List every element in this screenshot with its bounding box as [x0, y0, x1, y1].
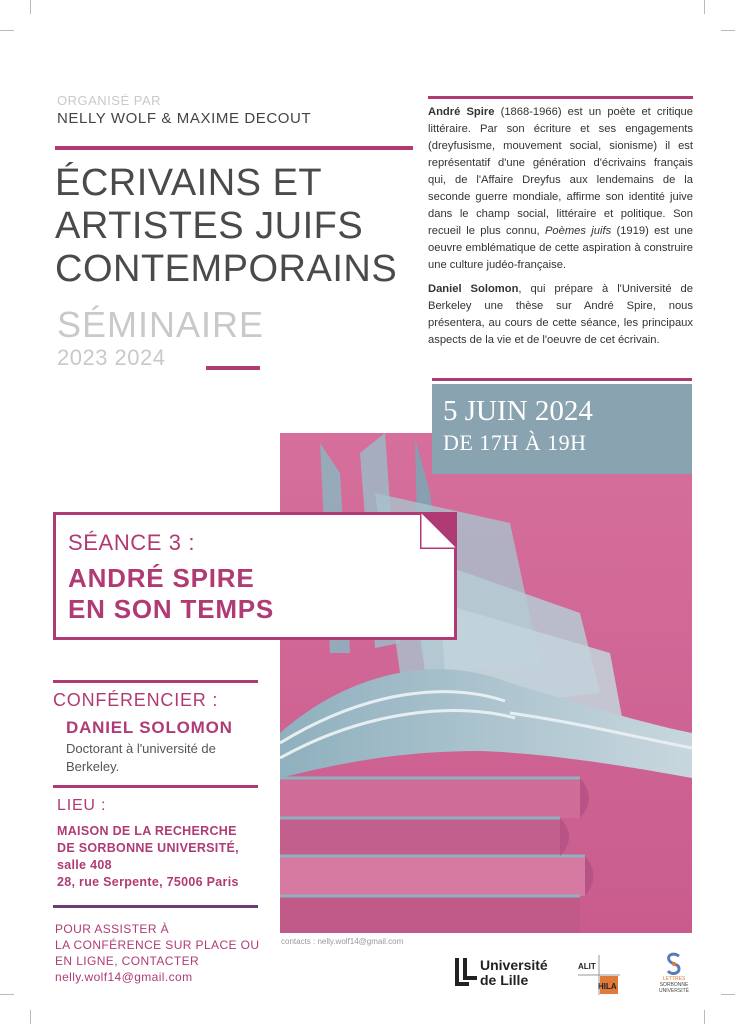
contact-line: EN LIGNE, CONTACTER [55, 954, 200, 968]
title-rule [55, 146, 413, 150]
sorbonne-text: UNIVERSITÉ [658, 988, 689, 994]
alit-hila-logo [578, 955, 620, 995]
contact-email[interactable]: nelly.wolf14@gmail.com [55, 970, 193, 984]
alit-text: ALIT [578, 962, 596, 971]
intro-work-title: Poèmes juifs [544, 225, 612, 237]
hila-text: HILA [598, 982, 617, 991]
speaker-rule [53, 680, 258, 683]
title-line: ARTISTES JUIFS [55, 205, 364, 247]
seminar-years: 2023 2024 [57, 345, 166, 370]
universite-de-lille-logo [480, 958, 548, 988]
organizers: NELLY WOLF & MAXIME DECOUT [57, 110, 312, 127]
lieu-label: LIEU : [57, 797, 107, 814]
crop-mark [704, 0, 705, 14]
speaker-role [66, 740, 216, 776]
event-date: 5 JUIN 2024 [443, 395, 593, 427]
contact-info [55, 921, 259, 985]
venue-line: DE SORBONNE UNIVERSITÉ, [57, 841, 239, 855]
speaker-label: CONFÉRENCIER : [53, 690, 219, 710]
intro-name: André Spire [428, 106, 495, 118]
intro-paragraph-2 [428, 281, 693, 349]
intro-text-part: , qui prépare à l'Université de Berkeley une thèse sur André Spire, nous présentera, au cours de cette séance, les principaux aspects de la vie et de l'oeuvre de cet écrivain. [428, 283, 693, 346]
lille-logo-line: de Lille [480, 972, 529, 988]
intro-text-part: (1919) est une oeuvre emblématique de cette aspiration à construire une culture judéo-française. [428, 225, 693, 271]
intro-text-part: (1868-1966) est un poète et critique littéraire. Par son écriture et ses engagements (dreyfusisme, mouvement social, sionisme) il est représentatif d'une génération d'écrivains français qui, de l'Affaire Dreyfus aux lendemains de la seconde guerre mondiale, affirme son identité juive dans le champ social, littéraire et politique. Son recueil le plus connu, [428, 106, 693, 237]
folded-corner-icon [420, 512, 457, 549]
intro-rule [428, 96, 693, 99]
venue-line: MAISON DE LA RECHERCHE [57, 824, 237, 838]
event-time: DE 17H À 19H [443, 430, 587, 455]
crop-mark [721, 994, 735, 995]
speaker-name: DANIEL SOLOMON [66, 718, 233, 737]
book-image [280, 433, 692, 933]
intro-paragraph-1 [428, 104, 693, 274]
date-rule [432, 378, 692, 381]
title-line: CONTEMPORAINS [55, 248, 398, 290]
universite-de-lille-logo-icon [455, 958, 477, 986]
contact-rule [53, 905, 258, 908]
session-title [68, 563, 274, 625]
lieu-rule [53, 785, 258, 788]
seminar-title [55, 162, 397, 291]
crop-mark [0, 30, 14, 31]
venue-line: salle 408 [57, 858, 112, 872]
crop-mark [704, 1010, 705, 1024]
speaker-role-line: Doctorant à l'université de [66, 741, 216, 756]
contacts-note: contacts : nelly.wolf14@gmail.com [281, 937, 404, 946]
crop-mark [30, 0, 31, 14]
years-rule [206, 366, 260, 370]
crop-mark [0, 994, 14, 995]
intro-text [428, 104, 693, 356]
intro-speaker-name: Daniel Solomon [428, 283, 519, 295]
book-illustration [280, 433, 692, 933]
sorbonne-text: LETTRES [662, 976, 686, 982]
session-number: SÉANCE 3 : [68, 530, 196, 555]
crop-mark [721, 30, 735, 31]
lille-logo-line: Université [480, 957, 548, 973]
venue-address [57, 823, 239, 891]
session-title-line: EN SON TEMPS [68, 594, 275, 624]
speaker-role-line: Berkeley. [66, 759, 120, 774]
organized-by-label: ORGANISÉ PAR [57, 93, 162, 108]
crop-mark [30, 1010, 31, 1024]
session-title-line: ANDRÉ SPIRE [68, 563, 255, 593]
sorbonne-logo [654, 952, 694, 998]
title-line: ÉCRIVAINS ET [55, 162, 323, 204]
seminaire-label: SÉMINAIRE [57, 304, 265, 345]
contact-line: LA CONFÉRENCE SUR PLACE OU [55, 938, 260, 952]
sorbonne-mark-icon [663, 952, 685, 976]
sorbonne-text: SORBONNE [659, 982, 689, 988]
contact-line: POUR ASSISTER À [55, 922, 170, 936]
venue-line: 28, rue Serpente, 75006 Paris [57, 875, 239, 889]
